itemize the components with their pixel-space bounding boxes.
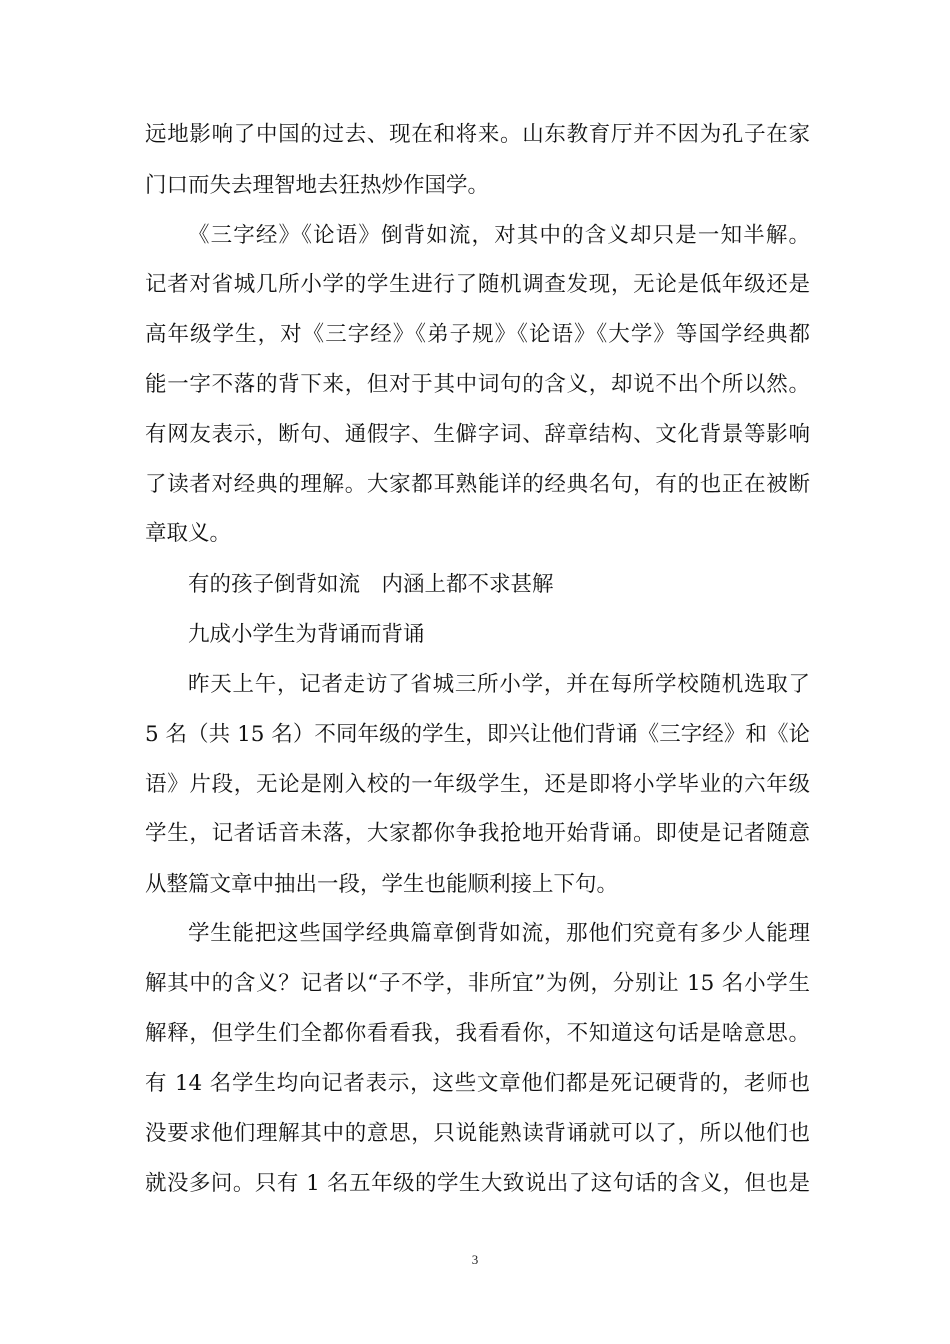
text-line: 了读者对经典的理解。大家都耳熟能详的经典名句，有的也正在被断 — [145, 472, 810, 497]
text-line: 从整篇文章中抽出一段，学生也能顺利接上下句。 — [145, 872, 619, 897]
text-line: 昨天上午，记者走访了省城三所小学，并在每所学校随机选取了 — [188, 672, 810, 697]
text-line: 学生能把这些国学经典篇章倒背如流，那他们究竟有多少人能理 — [188, 921, 810, 946]
text-line: 解释，但学生们全都你看看我，我看看你，不知道这句话是啥意思。 — [145, 1021, 810, 1046]
text-line: 解其中的含义？记者以“子不学，非所宜”为例，分别让 15 名小学生 — [145, 971, 810, 996]
section-heading: 九成小学生为背诵而背诵 — [188, 622, 425, 647]
text-line: 就没多问。只有 1 名五年级的学生大致说出了这句话的含义，但也是 — [145, 1171, 810, 1196]
text-line: 有网友表示，断句、通假字、生僻字词、辞章结构、文化背景等影响 — [145, 422, 810, 447]
text-line: 能一字不落的背下来，但对于其中词句的含义，却说不出个所以然。 — [145, 372, 810, 397]
text-line: 记者对省城几所小学的学生进行了随机调查发现，无论是低年级还是 — [145, 272, 810, 297]
text-line: 没要求他们理解其中的意思，只说能熟读背诵就可以了，所以他们也 — [145, 1121, 810, 1146]
section-heading: 有的孩子倒背如流 内涵上都不求甚解 — [188, 572, 554, 597]
text-line: 章取义。 — [145, 521, 232, 546]
text-line: 语》片段，无论是刚入校的一年级学生，还是即将小学毕业的六年级 — [145, 772, 810, 797]
text-line: 《三字经》《论语》倒背如流，对其中的含义却只是一知半解。 — [188, 223, 810, 248]
text-line: 门口而失去理智地去狂热炒作国学。 — [145, 173, 490, 198]
page-number: 3 — [471, 1252, 479, 1267]
text-line: 有 14 名学生均向记者表示，这些文章他们都是死记硬背的，老师也 — [145, 1071, 810, 1096]
text-line: 高年级学生，对《三字经》《弟子规》《论语》《大学》等国学经典都 — [145, 322, 810, 347]
text-line: 远地影响了中国的过去、现在和将来。山东教育厅并不因为孔子在家 — [145, 122, 810, 147]
text-line: 学生，记者话音未落，大家都你争我抢地开始背诵。即使是记者随意 — [145, 821, 810, 846]
text-line: 5 名（共 15 名）不同年级的学生，即兴让他们背诵《三字经》和《论 — [145, 722, 810, 747]
